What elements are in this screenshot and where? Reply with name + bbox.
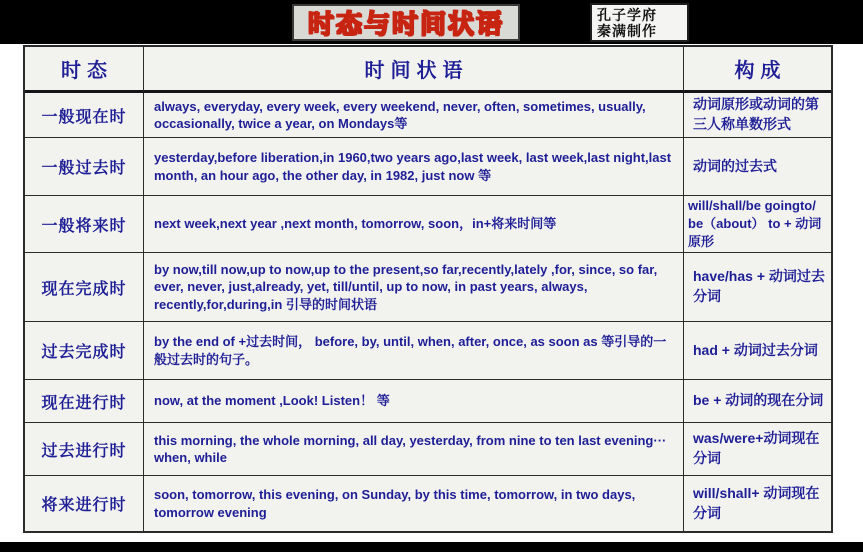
credit-line-2: 秦满制作 <box>597 22 657 39</box>
formation-cell: was/were+动词现在分词 <box>684 423 831 476</box>
formation-cell: will/shall+ 动词现在分词 <box>693 484 820 521</box>
tense-cell: 一般将来时 <box>25 196 144 253</box>
adverbials-cell: always, everyday, every week, every weekend, never, often, sometimes, usually, occasionally, twice a year, on Mondays等 <box>144 93 684 138</box>
page-title: 时态与时间状语 <box>307 9 504 39</box>
tense-cell: 一般过去时 <box>25 138 144 196</box>
formation-cell: will/shall/be goingto/ be（about） to + 动词原形 <box>684 196 831 253</box>
formation-cell: have/has + 动词过去分词 <box>684 253 831 322</box>
formation-cell: 动词的过去式 <box>684 138 831 196</box>
adverbials-cell: next week,next year ,next month, tomorrow, soon，in+将来时间等 <box>144 196 684 253</box>
tense-cell: 现在进行时 <box>25 380 144 423</box>
adverbials-cell: soon, tomorrow, this evening, on Sunday, by this time, tomorrow, in two days, tomorrow evening <box>144 476 684 531</box>
tense-cell: 将来进行时 <box>25 476 144 531</box>
formation-cell: be + 动词的现在分词 <box>684 380 831 423</box>
title-box <box>292 4 520 41</box>
adverbials-cell: by now,till now,up to now,up to the present,so far,recently,lately ,for, since, so far, ever, never, just,already, yet, till/until, up to now, in past years, always, recently,for,during,in 引导的时间状语 <box>144 253 684 322</box>
grammar-table <box>23 45 833 533</box>
adverbials-cell: yesterday,before liberation,in 1960,two years ago,last week, last week,last night,last month, an hour ago, the other day, in 1982, just now 等 <box>144 138 684 196</box>
header-adverbials: 时间状语 <box>144 47 684 93</box>
bottom-black-band <box>0 542 863 552</box>
adverbials-cell: this morning, the whole morning, all day, yesterday, from nine to ten last evening··· when, while <box>144 423 684 476</box>
tense-cell: 现在完成时 <box>25 253 144 322</box>
formation-cell: 动词原形或动词的第三人称单数形式 <box>684 93 831 138</box>
credit-box <box>590 3 689 42</box>
top-black-band <box>0 0 863 44</box>
tense-cell: 过去完成时 <box>25 322 144 380</box>
header-tense: 时态 <box>25 47 144 93</box>
header-formation: 构成 <box>684 47 831 93</box>
adverbials-cell: now, at the moment ,Look! Listen！ 等 <box>144 380 684 423</box>
adverbials-cell: by the end of +过去时间， before, by, until, when, after, once, as soon as 等引导的一般过去时的句子。 <box>144 322 684 380</box>
tense-cell: 一般现在时 <box>25 93 144 138</box>
tense-cell: 过去进行时 <box>25 423 144 476</box>
formation-cell: had + 动词过去分词 <box>684 322 831 380</box>
credit-line-1: 孔子学府 <box>597 6 657 23</box>
